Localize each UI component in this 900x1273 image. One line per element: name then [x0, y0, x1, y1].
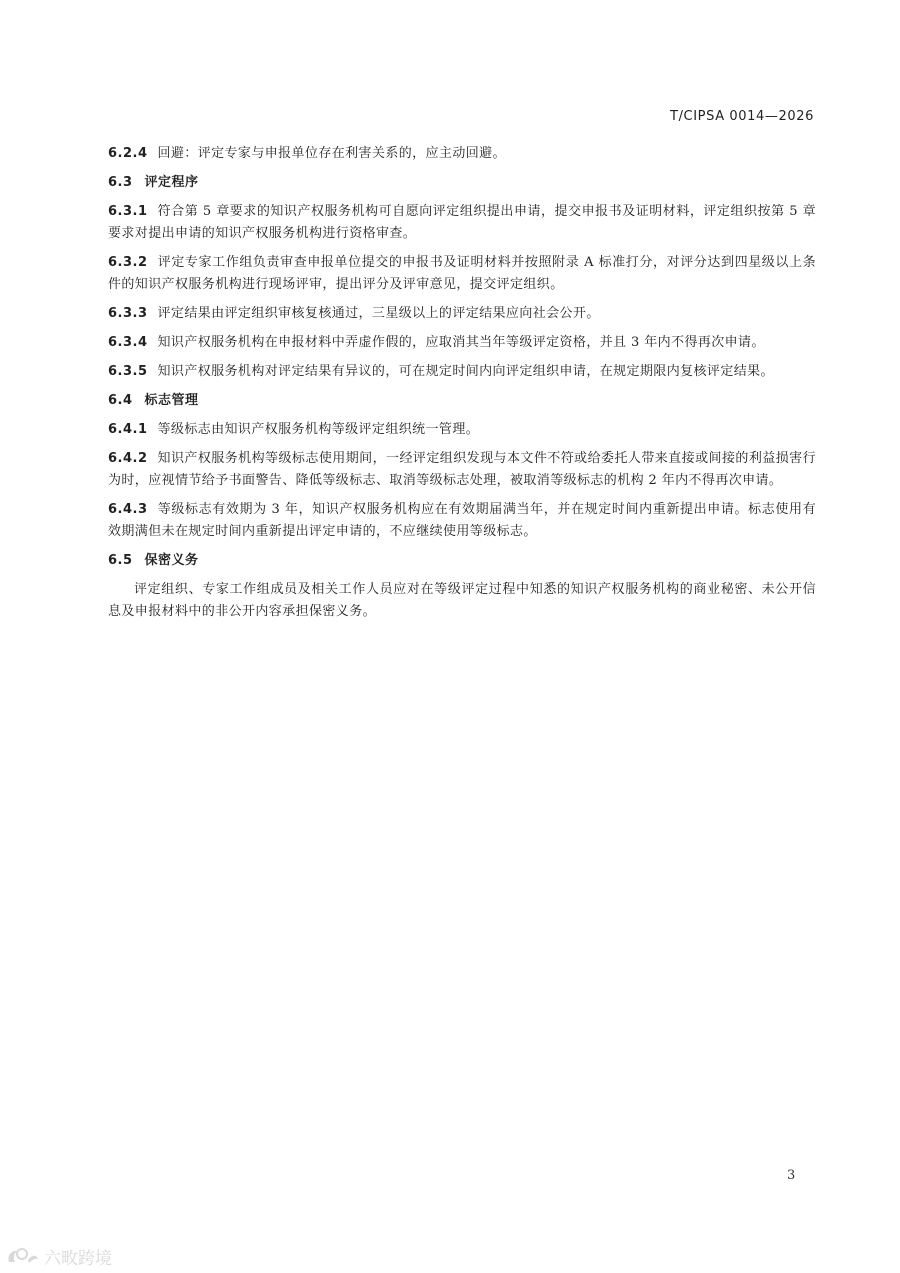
- page-number: 3: [787, 1168, 796, 1183]
- section-heading-6-4: [108, 390, 816, 412]
- clause-6-4-2: [108, 448, 816, 492]
- clause-number: 6.3.5: [108, 364, 148, 379]
- clause-6-5-body: [108, 579, 816, 623]
- section-heading-6-3: [108, 172, 816, 194]
- section-number: 6.3: [108, 175, 133, 190]
- section-number: 6.4: [108, 393, 133, 408]
- clause-text: 知识产权服务机构等级标志使用期间，一经评定组织发现与本文件不符或给委托人带来直接或间接的利益损害行为时，应视情节给予书面警告、降低等级标志、取消等级标志处理，被取消等级标志的机构 2 年内不得再次申请。: [108, 451, 816, 488]
- clause-6-3-3: [108, 303, 816, 325]
- clause-text: 回避：评定专家与申报单位存在利害关系的，应主动回避。: [157, 146, 506, 161]
- clause-text: 知识产权服务机构对评定结果有异议的，可在规定时间内向评定组织申请，在规定期限内复核评定结果。: [157, 364, 774, 379]
- clause-text: 评定结果由评定组织审核复核通过，三星级以上的评定结果应向社会公开。: [157, 306, 600, 321]
- clause-6-3-5: [108, 361, 816, 383]
- watermark: [6, 1244, 112, 1269]
- clause-number: 6.3.3: [108, 306, 148, 321]
- clause-6-3-4: [108, 332, 816, 354]
- clause-6-4-3: [108, 499, 816, 543]
- clause-text: 等级标志由知识产权服务机构等级评定组织统一管理。: [157, 422, 480, 437]
- brand-logo-icon: [6, 1246, 40, 1268]
- clause-number: 6.3.1: [108, 204, 148, 219]
- clause-text: 评定专家工作组负责审查申报单位提交的申报书及证明材料并按照附录 A 标准打分，对评分达到四星级以上条件的知识产权服务机构进行现场评审，提出评分及评审意见，提交评定组织。: [108, 255, 816, 292]
- clause-number: 6.3.2: [108, 255, 148, 270]
- clause-number: 6.2.4: [108, 146, 148, 161]
- clause-number: 6.4.3: [108, 502, 148, 517]
- clause-6-3-2: [108, 252, 816, 296]
- clause-text: 等级标志有效期为 3 年，知识产权服务机构应在有效期届满当年，并在规定时间内重新提出申请。标志使用有效期满但未在规定时间内重新提出评定申请的，不应继续使用等级标志。: [108, 502, 816, 539]
- clause-text: 符合第 5 章要求的知识产权服务机构可自愿向评定组织提出申请，提交申报书及证明材料，评定组织按第 5 章要求对提出申请的知识产权服务机构进行资格审查。: [108, 204, 816, 241]
- document-code: T/CIPSA 0014—2026: [670, 109, 814, 124]
- section-title: 评定程序: [144, 175, 199, 190]
- clause-text: 评定组织、专家工作组成员及相关工作人员应对在等级评定过程中知悉的知识产权服务机构的商业秘密、未公开信息及申报材料中的非公开内容承担保密义务。: [108, 582, 816, 619]
- clause-number: 6.4.1: [108, 422, 148, 437]
- clause-6-3-1: [108, 201, 816, 245]
- section-title: 保密义务: [144, 553, 199, 568]
- section-heading-6-5: [108, 550, 816, 572]
- clause-number: 6.4.2: [108, 451, 148, 466]
- section-title: 标志管理: [144, 393, 199, 408]
- clause-text: 知识产权服务机构在申报材料中弄虚作假的，应取消其当年等级评定资格，并且 3 年内不得再次申请。: [157, 335, 765, 350]
- clause-6-4-1: [108, 419, 816, 441]
- document-body: [108, 143, 816, 630]
- clause-6-2-4: [108, 143, 816, 165]
- clause-number: 6.3.4: [108, 335, 148, 350]
- section-number: 6.5: [108, 553, 133, 568]
- watermark-text: 六畋跨境: [44, 1249, 112, 1269]
